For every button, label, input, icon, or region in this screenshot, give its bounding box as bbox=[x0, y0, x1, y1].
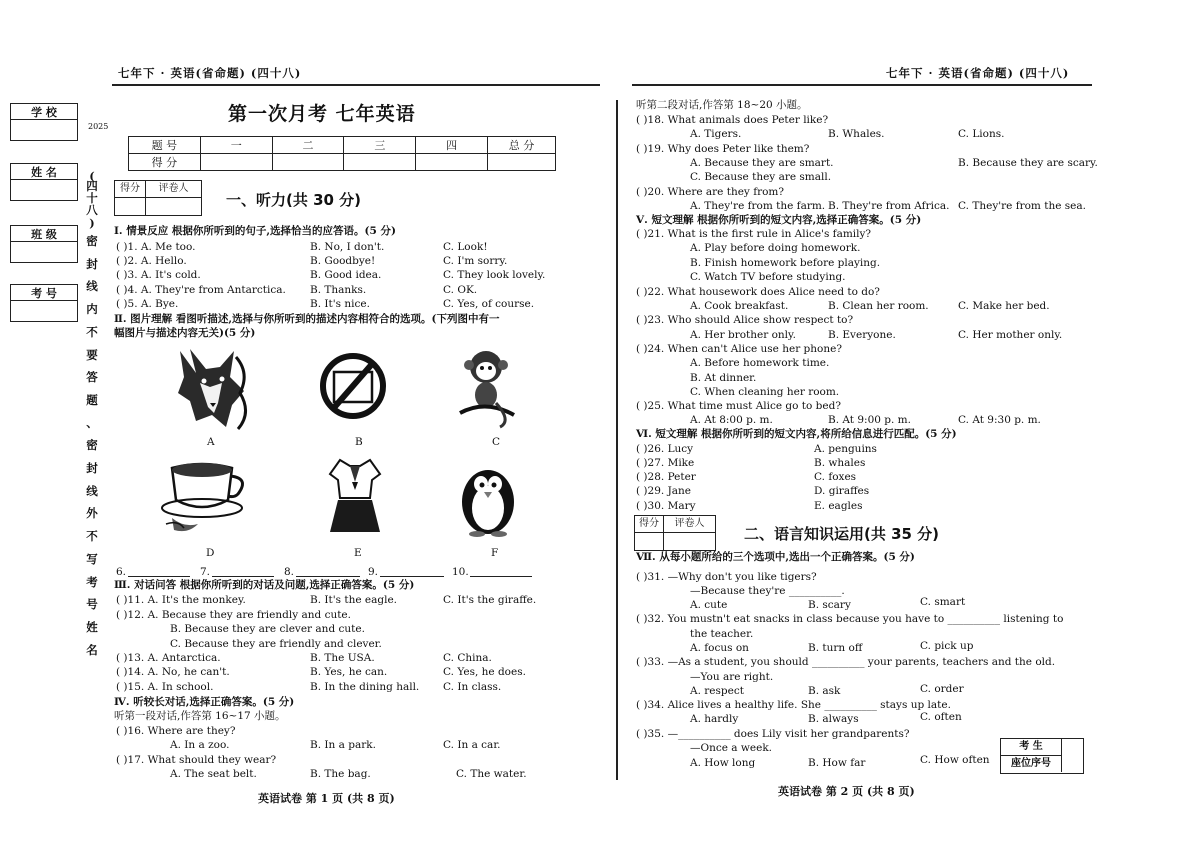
grader-box bbox=[114, 180, 202, 216]
grader-score-label: 得分 bbox=[635, 516, 664, 533]
s4-sub2: 听第二段对话,作答第 18~20 小题。 bbox=[636, 99, 808, 111]
match-a: A. penguins bbox=[814, 443, 877, 455]
s7-heading: Ⅶ. 从每小题所给的三个选项中,选出一个正确答案。(5 分) bbox=[636, 551, 915, 563]
q24-a: A. Before homework time. bbox=[690, 357, 830, 369]
q32-c: C. pick up bbox=[920, 640, 974, 652]
q16-a: A. In a zoo. bbox=[170, 739, 230, 751]
q17-c: C. The water. bbox=[456, 768, 527, 780]
exam-number-label: 考 号 bbox=[11, 285, 77, 301]
seat-label-1: 考 生 bbox=[1001, 739, 1062, 756]
q25-a: A. At 8:00 p. m. bbox=[690, 414, 773, 426]
seal-char: 密 bbox=[86, 234, 98, 248]
q16-b: B. In a park. bbox=[310, 739, 376, 751]
q11-b: B. It's the eagle. bbox=[310, 594, 398, 606]
q23-b: B. Everyone. bbox=[828, 329, 896, 341]
seal-char: 号 bbox=[86, 597, 98, 612]
q35-c: C. How often bbox=[920, 754, 990, 766]
q33-b: B. ask bbox=[808, 685, 841, 697]
q21: ( )21. What is the first rule in Alice's family? bbox=[636, 228, 872, 240]
q20: ( )20. Where are they from? bbox=[636, 186, 785, 198]
score-cell[interactable] bbox=[272, 154, 344, 171]
q1-b: B. No, I don't. bbox=[310, 241, 385, 253]
part1-heading: 一、听力(共 30 分) bbox=[226, 191, 362, 209]
picture-label-b: B bbox=[355, 436, 363, 448]
seal-char: 十 bbox=[86, 191, 98, 205]
grader-name-label: 评卷人 bbox=[664, 516, 715, 533]
q12-c: C. Because they are friendly and clever. bbox=[170, 638, 382, 650]
q1: ( )1. A. Me too. bbox=[116, 241, 196, 253]
header-right: 七年下 · 英语(省命题) (四十八) bbox=[886, 66, 1070, 80]
q18-b: B. Whales. bbox=[828, 128, 885, 140]
match-c: C. foxes bbox=[814, 471, 857, 483]
seal-line-text bbox=[84, 169, 100, 661]
q4-b: B. Thanks. bbox=[310, 284, 367, 296]
q14: ( )14. A. No, he can't. bbox=[116, 666, 230, 678]
score-row-label: 得 分 bbox=[129, 154, 201, 171]
q35-a: A. How long bbox=[690, 757, 756, 769]
coffee-cup-picture bbox=[158, 458, 254, 538]
seal-char: 答 bbox=[86, 370, 98, 385]
q4-c: C. OK. bbox=[443, 284, 478, 296]
q24-c: C. When cleaning her room. bbox=[690, 386, 840, 398]
seal-char: 名 bbox=[86, 642, 98, 657]
q12: ( )12. A. Because they are friendly and cute. bbox=[116, 609, 351, 621]
q31-line2: —Because they're __________. bbox=[690, 585, 845, 597]
picture-label-f: F bbox=[491, 547, 499, 559]
s3-heading: Ⅲ. 对话问答 根据你所听到的对话及问题,选择正确答案。(5 分) bbox=[114, 579, 415, 591]
seal-char: 封 bbox=[86, 461, 98, 476]
score-col-header: 总 分 bbox=[488, 137, 556, 154]
blank-7[interactable] bbox=[212, 576, 274, 577]
score-cell[interactable] bbox=[200, 154, 272, 171]
q28: ( )28. Peter bbox=[636, 471, 696, 483]
q23-c: C. Her mother only. bbox=[958, 329, 1063, 341]
header-rule-right bbox=[632, 84, 1092, 86]
q33-a: A. respect bbox=[690, 685, 744, 697]
q33-c: C. order bbox=[920, 683, 964, 695]
q14-b: B. Yes, he can. bbox=[310, 666, 388, 678]
seal-char: 四 bbox=[86, 179, 98, 193]
q3: ( )3. A. It's cold. bbox=[116, 269, 201, 281]
seal-char: 不 bbox=[86, 324, 98, 339]
q22-c: C. Make her bed. bbox=[958, 300, 1050, 312]
q18-a: A. Tigers. bbox=[690, 128, 742, 140]
seal-char: 线 bbox=[86, 279, 98, 294]
score-col-header: 二 bbox=[272, 137, 344, 154]
blank-6-label: 6. bbox=[116, 566, 127, 578]
s2-heading-1: Ⅱ. 图片理解 看图听描述,选择与你所听到的描述内容相符合的选项。(下列图中有一 bbox=[114, 313, 500, 325]
s2-heading-2: 幅图片与描述内容无关)(5 分) bbox=[114, 327, 256, 339]
score-table bbox=[128, 136, 556, 171]
q15-c: C. In class. bbox=[443, 681, 502, 693]
q25-c: C. At 9:30 p. m. bbox=[958, 414, 1041, 426]
seal-char: 考 bbox=[86, 574, 98, 589]
score-cell[interactable] bbox=[416, 154, 488, 171]
wolf-picture bbox=[170, 343, 254, 435]
q34-b: B. always bbox=[808, 713, 859, 725]
s1-heading: Ⅰ. 情景反应 根据你所听到的句子,选择恰当的应答语。(5 分) bbox=[114, 225, 396, 237]
match-b: B. whales bbox=[814, 457, 866, 469]
blank-8-label: 8. bbox=[284, 566, 295, 578]
q3-c: C. They look lovely. bbox=[443, 269, 546, 281]
q2-c: C. I'm sorry. bbox=[443, 255, 508, 267]
q33: ( )33. —As a student, you should __________ your parents, teachers and the old. bbox=[636, 656, 1056, 668]
q22-b: B. Clean her room. bbox=[828, 300, 929, 312]
q24-b: B. At dinner. bbox=[690, 372, 757, 384]
q34-a: A. hardly bbox=[690, 713, 739, 725]
q23-a: A. Her brother only. bbox=[690, 329, 796, 341]
q30: ( )30. Mary bbox=[636, 500, 696, 512]
q23: ( )23. Who should Alice show respect to? bbox=[636, 314, 854, 326]
class-label: 班 级 bbox=[11, 226, 77, 242]
match-d: D. giraffes bbox=[814, 485, 870, 497]
q15-b: B. In the dining hall. bbox=[310, 681, 420, 693]
seat-number-box bbox=[1000, 738, 1084, 774]
score-col-header: 三 bbox=[344, 137, 416, 154]
score-col-header: 一 bbox=[200, 137, 272, 154]
q1-c: C. Look! bbox=[443, 241, 488, 253]
q13-c: C. China. bbox=[443, 652, 492, 664]
picture-label-e: E bbox=[354, 547, 362, 559]
seal-char: 题 bbox=[86, 392, 98, 407]
q31-b: B. scary bbox=[808, 599, 851, 611]
s4-heading: Ⅳ. 听较长对话,选择正确答案。(5 分) bbox=[114, 696, 295, 708]
q25-b: B. At 9:00 p. m. bbox=[828, 414, 911, 426]
blank-10[interactable] bbox=[470, 576, 532, 577]
blank-10-label: 10. bbox=[452, 566, 469, 578]
q13: ( )13. A. Antarctica. bbox=[116, 652, 221, 664]
q22: ( )22. What housework does Alice need to do? bbox=[636, 286, 880, 298]
seal-char: 内 bbox=[86, 302, 98, 317]
part2-heading: 二、语言知识运用(共 35 分) bbox=[744, 525, 940, 543]
q19-c: C. Because they are small. bbox=[690, 171, 832, 183]
q24: ( )24. When can't Alice use her phone? bbox=[636, 343, 842, 355]
blank-9-label: 9. bbox=[368, 566, 379, 578]
match-e: E. eagles bbox=[814, 500, 863, 512]
q19-a: A. Because they are smart. bbox=[690, 157, 834, 169]
q5-b: B. It's nice. bbox=[310, 298, 370, 310]
q3-b: B. Good idea. bbox=[310, 269, 382, 281]
seal-char: 封 bbox=[86, 256, 98, 271]
q18-c: C. Lions. bbox=[958, 128, 1005, 140]
score-col-header: 题 号 bbox=[129, 137, 201, 154]
q20-c: C. They're from the sea. bbox=[958, 200, 1086, 212]
uniform-picture bbox=[326, 456, 384, 538]
seal-char: ( bbox=[89, 169, 95, 183]
q35: ( )35. —__________ does Lily visit her grandparents? bbox=[636, 728, 910, 740]
q22-a: A. Cook breakfast. bbox=[690, 300, 789, 312]
s5-heading: Ⅴ. 短文理解 根据你所听到的短文内容,选择正确答案。(5 分) bbox=[636, 214, 922, 226]
q35-b: B. How far bbox=[808, 757, 866, 769]
grader-score-label: 得分 bbox=[115, 181, 146, 198]
grader-box-right bbox=[634, 515, 716, 551]
q5-c: C. Yes, of course. bbox=[443, 298, 535, 310]
page-divider bbox=[616, 100, 618, 780]
q11-c: C. It's the giraffe. bbox=[443, 594, 537, 606]
q20-b: B. They're from Africa. bbox=[828, 200, 950, 212]
q32: ( )32. You mustn't eat snacks in class because you have to __________ listening to bbox=[636, 613, 1064, 625]
no-sign-picture bbox=[316, 346, 390, 426]
exam-title: 第一次月考 七年英语 bbox=[228, 103, 416, 125]
q19: ( )19. Why does Peter like them? bbox=[636, 143, 810, 155]
q35-line2: —Once a week. bbox=[690, 742, 773, 754]
school-label: 学 校 bbox=[11, 104, 77, 120]
picture-label-d: D bbox=[206, 547, 215, 559]
q21-a: A. Play before doing homework. bbox=[690, 242, 861, 254]
seal-char: 、 bbox=[86, 415, 98, 430]
blank-6[interactable] bbox=[128, 576, 190, 577]
picture-label-a: A bbox=[207, 436, 215, 448]
q5: ( )5. A. Bye. bbox=[116, 298, 179, 310]
q31-c: C. smart bbox=[920, 596, 966, 608]
name-label: 姓 名 bbox=[11, 164, 77, 180]
score-cell[interactable] bbox=[344, 154, 416, 171]
seat-label-2: 座位序号 bbox=[1001, 756, 1062, 772]
seal-char: 姓 bbox=[86, 619, 98, 634]
q2-b: B. Goodbye! bbox=[310, 255, 376, 267]
q29: ( )29. Jane bbox=[636, 485, 692, 497]
school-field[interactable] bbox=[10, 103, 78, 141]
exam-number-field[interactable] bbox=[10, 284, 78, 322]
name-field[interactable] bbox=[10, 163, 78, 201]
seal-char: 线 bbox=[86, 483, 98, 498]
year-code: 2025 bbox=[88, 122, 109, 131]
q32-b: B. turn off bbox=[808, 642, 863, 654]
q31-a: A. cute bbox=[690, 599, 728, 611]
q16-c: C. In a car. bbox=[443, 739, 501, 751]
seal-char: ) bbox=[89, 216, 95, 230]
q25: ( )25. What time must Alice go to bed? bbox=[636, 400, 841, 412]
q17: ( )17. What should they wear? bbox=[116, 754, 277, 766]
header-rule-left bbox=[112, 84, 600, 86]
class-field[interactable] bbox=[10, 225, 78, 263]
q17-b: B. The bag. bbox=[310, 768, 371, 780]
q2: ( )2. A. Hello. bbox=[116, 255, 187, 267]
q26: ( )26. Lucy bbox=[636, 443, 694, 455]
header-left: 七年下 · 英语(省命题) (四十八) bbox=[118, 66, 302, 80]
q12-b: B. Because they are clever and cute. bbox=[170, 623, 365, 635]
q19-b: B. Because they are scary. bbox=[958, 157, 1098, 169]
seat-number-cell[interactable] bbox=[1062, 739, 1083, 773]
q17-a: A. The seat belt. bbox=[170, 768, 257, 780]
picture-label-c: C bbox=[492, 436, 501, 448]
seal-char: 写 bbox=[86, 551, 98, 566]
seal-char: 要 bbox=[86, 347, 98, 362]
penguin-picture bbox=[455, 458, 521, 538]
q11: ( )11. A. It's the monkey. bbox=[116, 594, 246, 606]
q32-a: A. focus on bbox=[690, 642, 749, 654]
blank-8[interactable] bbox=[296, 576, 360, 577]
q32-line2: the teacher. bbox=[690, 628, 754, 640]
q21-c: C. Watch TV before studying. bbox=[690, 271, 846, 283]
q27: ( )27. Mike bbox=[636, 457, 695, 469]
seal-char: 八 bbox=[86, 203, 98, 217]
score-col-header: 四 bbox=[416, 137, 488, 154]
s4-sub1: 听第一段对话,作答第 16~17 小题。 bbox=[114, 710, 286, 722]
q14-c: C. Yes, he does. bbox=[443, 666, 526, 678]
q18: ( )18. What animals does Peter like? bbox=[636, 114, 829, 126]
grader-name-label: 评卷人 bbox=[146, 181, 201, 198]
q33-line2: —You are right. bbox=[690, 671, 774, 683]
score-cell[interactable] bbox=[488, 154, 556, 171]
seal-char: 外 bbox=[86, 506, 98, 521]
q34-c: C. often bbox=[920, 711, 962, 723]
q20-a: A. They're from the farm. bbox=[690, 200, 826, 212]
monkey-picture bbox=[456, 343, 518, 429]
q16: ( )16. Where are they? bbox=[116, 725, 236, 737]
q31: ( )31. —Why don't you like tigers? bbox=[636, 571, 817, 583]
q34: ( )34. Alice lives a healthy life. She __________ stays up late. bbox=[636, 699, 951, 711]
footer-left: 英语试卷 第 1 页 (共 8 页) bbox=[258, 792, 395, 805]
seal-char: 不 bbox=[86, 529, 98, 544]
q21-b: B. Finish homework before playing. bbox=[690, 257, 881, 269]
blank-7-label: 7. bbox=[200, 566, 211, 578]
q13-b: B. The USA. bbox=[310, 652, 375, 664]
q4: ( )4. A. They're from Antarctica. bbox=[116, 284, 286, 296]
footer-right: 英语试卷 第 2 页 (共 8 页) bbox=[778, 785, 915, 798]
blank-9[interactable] bbox=[380, 576, 444, 577]
seal-char: 密 bbox=[86, 438, 98, 453]
s6-heading: Ⅵ. 短文理解 根据你所听到的短文内容,将所给信息进行匹配。(5 分) bbox=[636, 428, 957, 440]
q15: ( )15. A. In school. bbox=[116, 681, 214, 693]
